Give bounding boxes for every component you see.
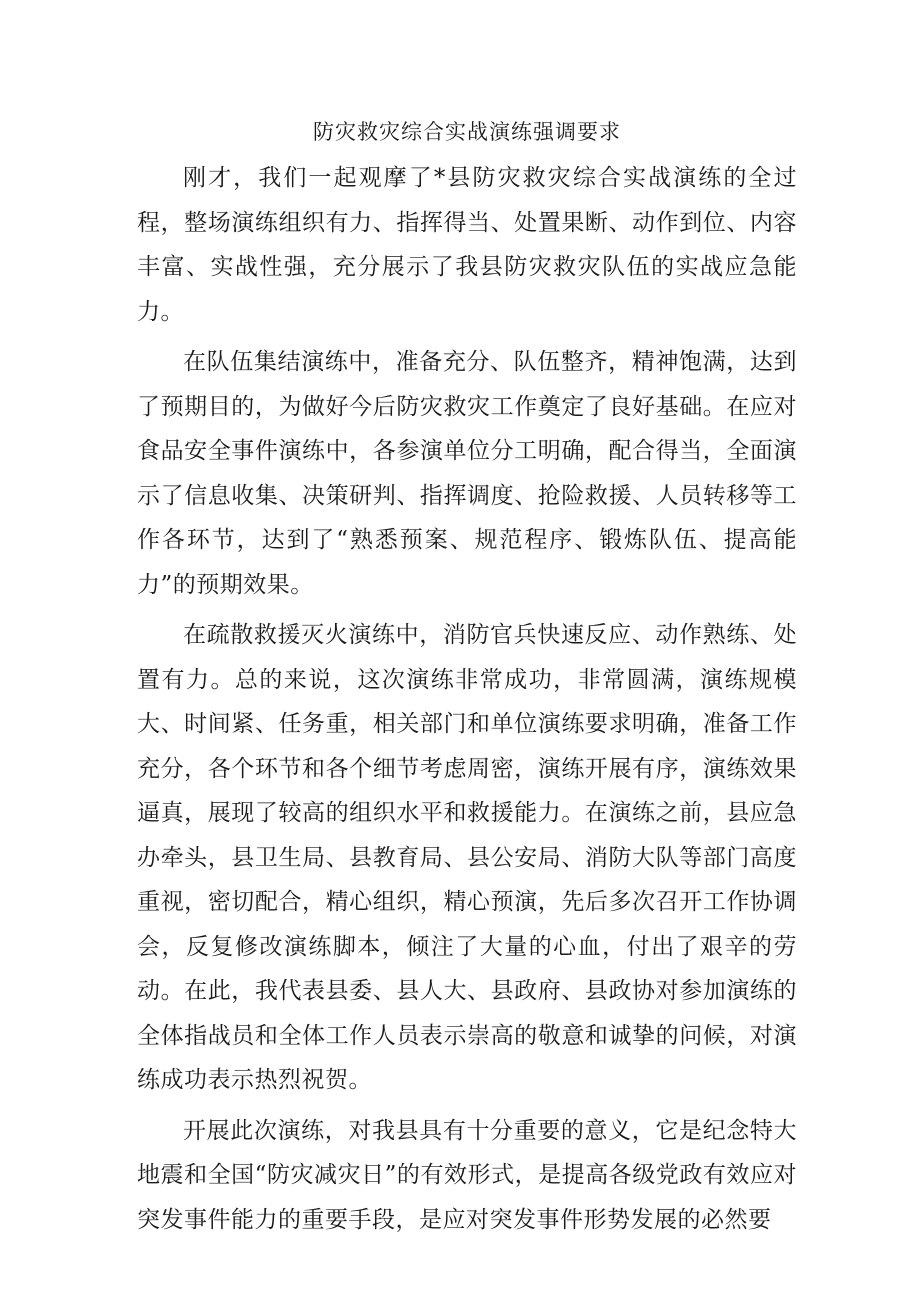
paragraph-3: 在疏散救援灭火演练中，消防官兵快速反应、动作熟练、处置有力。总的来说，这次演练非常成功，非常圆满，演练规模大、时间紧、任务重，相关部门和单位演练要求明确，准备工作充分，各个环节和各个细节考虑周密，演练开展有序，演练效果逼真，展现了较高的组织水平和救援能力。在演练之前，县应急办牵头，县卫生局、县教育局、县公安局、消防大队等部门高度重视，密切配合，精心组织，精心预演，先后多次召开工作协调会，反复修改演练脚本，倾注了大量的心血，付出了艰辛的劳动。在此，我代表县委、县人大、县政府、县政协对参加演练的全体指战员和全体工作人员表示崇高的敬意和诚挚的问候，对演练成功表示热烈祝贺。	[137, 622, 797, 1093]
document-title: 防灾救灾综合实战演练强调要求	[313, 120, 621, 144]
paragraph-2: 在队伍集结演练中，准备充分、队伍整齐，精神饱满，达到了预期目的，为做好今后防灾救灾工作奠定了良好基础。在应对食品安全事件演练中，各参演单位分工明确，配合得当，全面演示了信息收集、决策研判、指挥调度、抢险救援、人员转移等工作各环节，达到了“熟悉预案、规范程序、锻炼队伍、提高能力”的预期效果。	[137, 349, 797, 598]
paragraph-1: 刚才，我们一起观摩了*县防灾救灾综合实战演练的全过程，整场演练组织有力、指挥得当、处置果断、动作到位、内容丰富、实战性强，充分展示了我县防灾救灾队伍的实战应急能力。	[137, 165, 797, 325]
paragraph-4: 开展此次演练，对我县具有十分重要的意义，它是纪念特大地震和全国“防灾减灾日”的有效形式，是提高各级党政有效应对突发事件能力的重要手段，是应对突发事件形势发展的必然要	[137, 1117, 797, 1233]
document-body	[137, 112, 797, 1248]
